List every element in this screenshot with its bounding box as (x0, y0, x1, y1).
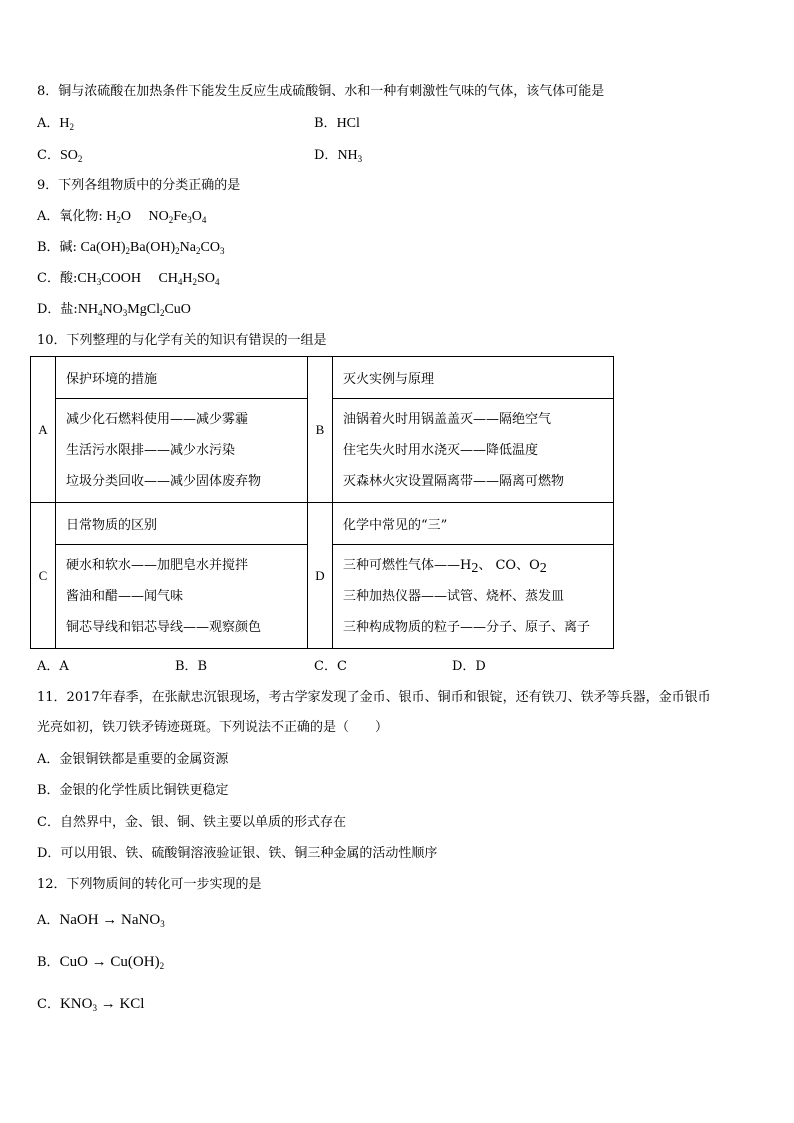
q11-option-d[interactable]: D．可以用银、铁、硫酸铜溶液验证银、铁、铜三种金属的活动性顺序 (37, 846, 438, 861)
cell-a-body (56, 399, 308, 503)
q11-stem-line2: 光亮如初，铁刀铁矛铸迹斑斑。下列说法不正确的是（ ） (37, 720, 389, 735)
cell-b-line: 住宅失火时用水浇灭——降低温度 (343, 443, 539, 458)
cell-b-line: 灭森林火灾设置隔离带——隔离可燃物 (343, 474, 565, 489)
cell-a-line: 生活污水限排——减少水污染 (66, 443, 236, 458)
q9-option-a-formula: $H_2O$ $NO_2Fe_3O_4$ (102, 209, 207, 225)
q9-option-b[interactable] (37, 239, 224, 257)
q12-option-c-formula: $KNO_3$ → KCl (59, 996, 145, 1013)
q8-option-c[interactable] (37, 147, 82, 165)
cell-b-heading: 灭火实例与原理 (333, 357, 614, 399)
q10-knowledge-table (30, 356, 614, 649)
q8-option-d-label: D． (314, 148, 338, 163)
cell-a-line: 垃圾分类回收——减少固体废弃物 (66, 474, 262, 489)
cell-d-line: 三种加热仪器——试管、烧杯、蒸发皿 (343, 589, 565, 604)
q12-option-a-label: A． (37, 913, 60, 928)
q8-option-a-label: A． (37, 116, 60, 131)
q9-option-c-label: C．酸: (37, 271, 78, 286)
cell-a-heading: 保护环境的措施 (56, 357, 308, 399)
q10-option-a[interactable]: A．A (37, 659, 69, 674)
cell-d-body (333, 545, 614, 649)
q8-option-a[interactable] (37, 115, 74, 133)
q12-option-a-formula: NaOH → NaNO$_3$ (59, 912, 165, 929)
q10-option-c[interactable]: C．C (314, 659, 347, 674)
q8-option-a-formula: $H_2$ (59, 116, 75, 132)
q8-option-b[interactable] (314, 115, 360, 133)
cell-d-line: 三种构成物质的粒子——分子、原子、离子 (343, 620, 591, 635)
q10-stem: 10．下列整理的与化学有关的知识有错误的一组是 (37, 333, 327, 348)
q9-option-b-label: B．碱: (37, 240, 77, 255)
cell-b-line: 油锅着火时用锅盖盖灭——隔绝空气 (343, 412, 552, 427)
q12-option-a[interactable] (37, 911, 165, 930)
cell-b-letter: B (308, 357, 333, 503)
q11-option-c[interactable]: C．自然界中，金、银、铜、铁主要以单质的形式存在 (37, 815, 346, 830)
q9-option-a-label: A．氧化物: (37, 209, 103, 224)
q9-option-d-formula: $NH_4NO_3MgCl_2CuO$ (77, 302, 191, 318)
q12-option-b[interactable] (37, 953, 164, 972)
q12-option-b-label: B． (37, 955, 60, 970)
cell-d-heading: 化学中常见的“三” (333, 503, 614, 545)
cell-d-letter: D (308, 503, 333, 649)
q9-option-d[interactable] (37, 301, 191, 319)
q9-stem: 9．下列各组物质中的分类正确的是 (37, 178, 241, 193)
q8-option-c-label: C． (37, 148, 60, 163)
q8-option-d-formula: $NH_3$ (337, 148, 363, 164)
q9-option-b-formula: $Ca(OH)_2Ba(OH)_2Na_2CO_3$ (76, 240, 225, 256)
q8-option-d[interactable] (314, 147, 362, 165)
q11-stem-line1: 11．2017年春季，在张献忠沉银现场，考古学家发现了金币、银币、铜币和银锭，还有铁刀、铁矛等兵器，金币银币 (37, 690, 711, 705)
q8-option-b-formula: HCl (336, 116, 360, 131)
cell-b-body (333, 399, 614, 503)
q9-option-c-formula: $CH_3COOH$ $CH_4H_2SO_4$ (77, 271, 220, 287)
cell-c-heading: 日常物质的区别 (56, 503, 308, 545)
cell-c-line: 铜芯导线和铝芯导线——观察颜色 (66, 620, 262, 635)
q10-option-d[interactable]: D．D (452, 659, 486, 674)
cell-a-line: 减少化石燃料使用——减少雾霾 (66, 412, 249, 427)
cell-c-line: 硬水和软水——加肥皂水并搅拌 (66, 558, 249, 573)
q11-option-b[interactable]: B．金银的化学性质比铜铁更稳定 (37, 783, 229, 798)
q12-option-c[interactable] (37, 995, 144, 1014)
cell-a-letter: A (31, 357, 56, 503)
q11-option-a[interactable]: A．金银铜铁都是重要的金属资源 (37, 752, 229, 767)
q8-option-c-formula: $SO_2$ (59, 148, 83, 164)
q9-option-c[interactable] (37, 270, 219, 288)
q8-stem: 8．铜与浓硫酸在加热条件下能发生反应生成硫酸铜、水和一种有刺激性气味的气体，该气体可能是 (37, 84, 605, 99)
q9-option-a[interactable] (37, 208, 206, 226)
cell-c-body (56, 545, 308, 649)
q10-option-b[interactable]: B．B (175, 659, 208, 674)
cell-d-line: 三种可燃性气体$——H_2$、 CO、$O_2$ (343, 558, 547, 576)
cell-c-letter: C (31, 503, 56, 649)
q12-option-b-formula: CuO → $Cu(OH)_2$ (59, 954, 165, 971)
q8-option-b-label: B． (314, 116, 337, 131)
cell-c-line: 酱油和醋——闻气味 (66, 589, 184, 604)
q12-stem: 12．下列物质间的转化可一步实现的是 (37, 877, 262, 892)
q9-option-d-label: D．盐: (37, 302, 78, 317)
q12-option-c-label: C． (37, 997, 60, 1012)
